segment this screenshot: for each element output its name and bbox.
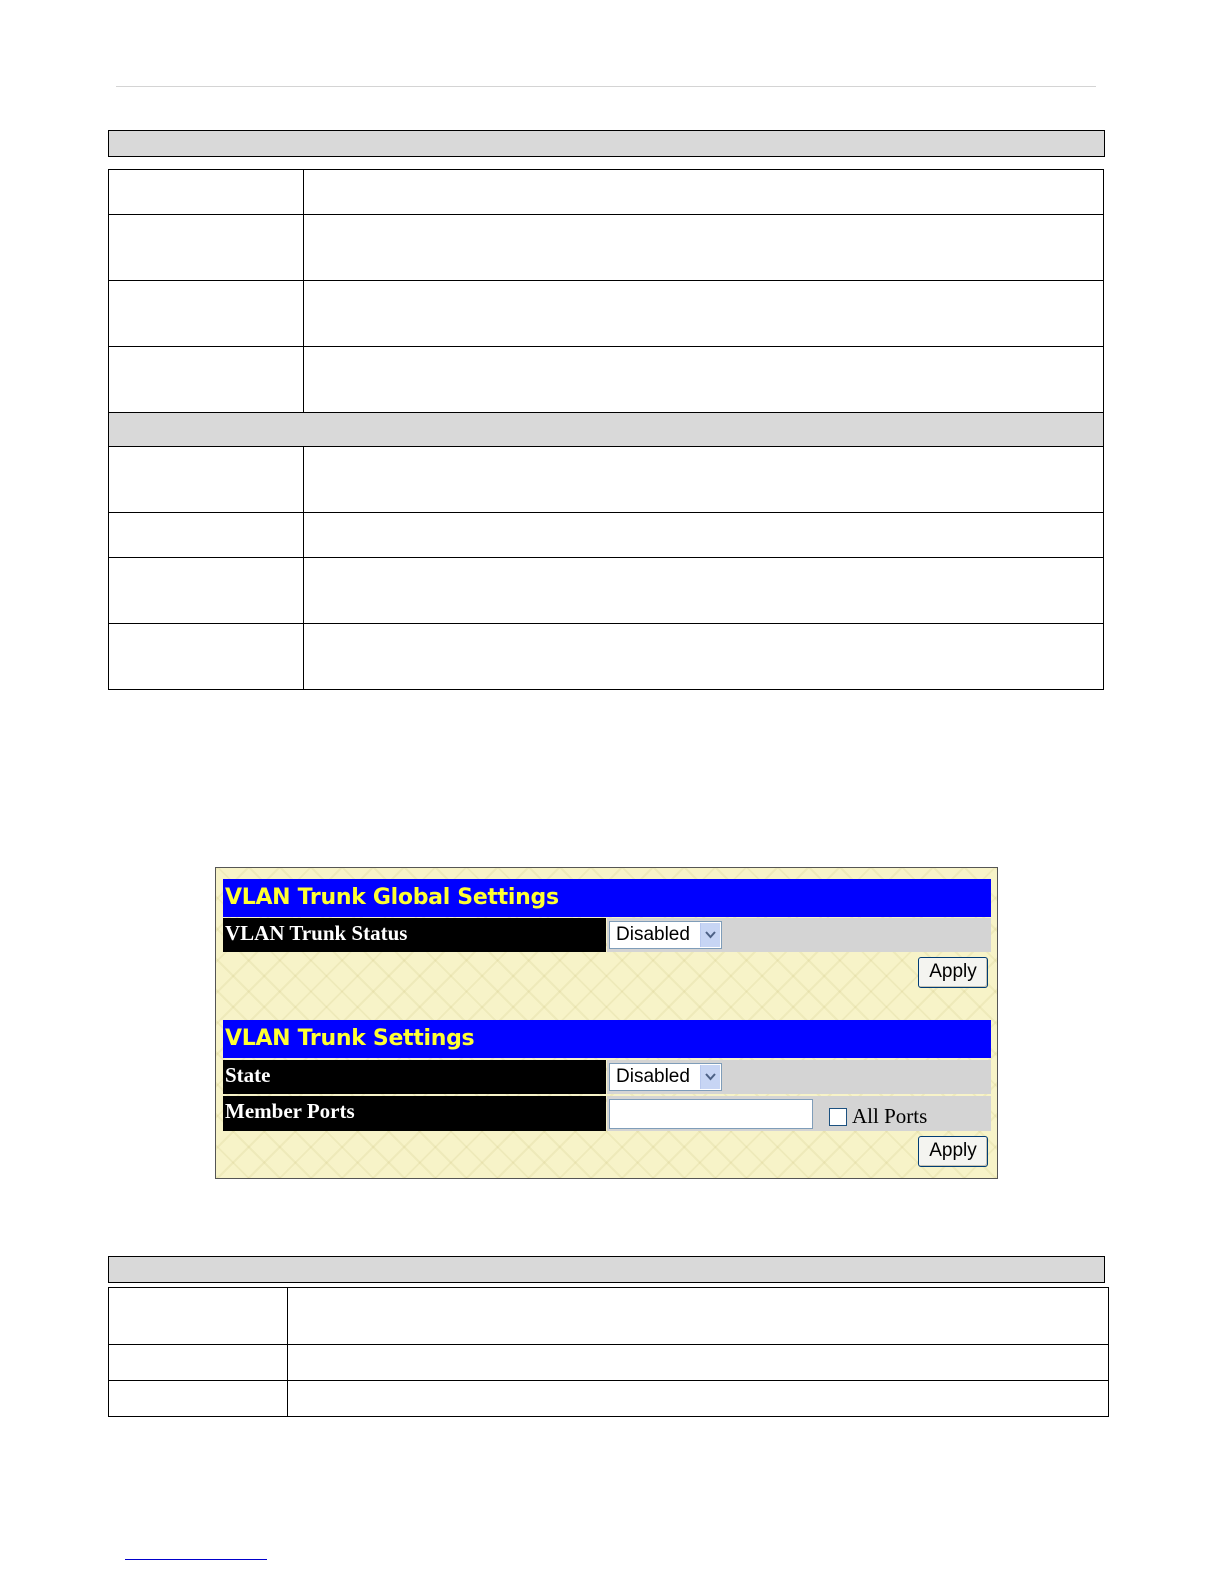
vlan-trunk-screenshot-panel [215, 867, 998, 1179]
page-header-rule [116, 86, 1096, 87]
trunk-apply-button[interactable]: Apply [918, 1136, 988, 1167]
all-ports-label: All Ports [852, 1104, 928, 1128]
member-ports-label: Member Ports [223, 1096, 606, 1131]
member-ports-cell [607, 1096, 991, 1131]
table-row [109, 1288, 1109, 1345]
table-row [109, 513, 1104, 558]
table-row [109, 281, 1104, 347]
global-apply-button[interactable]: Apply [918, 957, 988, 988]
table-header-bar [108, 130, 1105, 157]
vlan-trunk-status-value: Disabled [616, 924, 690, 945]
state-label: State [223, 1060, 606, 1094]
state-cell [607, 1060, 991, 1094]
state-select[interactable] [609, 1063, 722, 1091]
table-row [109, 447, 1104, 513]
table-row [109, 170, 1104, 215]
all-ports-checkbox[interactable] [829, 1108, 847, 1126]
state-value: Disabled [616, 1066, 690, 1087]
table-section-row [109, 413, 1104, 447]
trunk-settings-title: VLAN Trunk Settings [223, 1020, 991, 1058]
table-row [109, 347, 1104, 413]
vlan-trunk-status-label: VLAN Trunk Status [223, 918, 606, 952]
table-header-bar-bottom [108, 1256, 1105, 1283]
table-row [109, 558, 1104, 624]
table-row [109, 1381, 1109, 1417]
global-settings-title: VLAN Trunk Global Settings [223, 879, 991, 917]
table-row [109, 1345, 1109, 1381]
member-ports-input[interactable] [609, 1099, 813, 1129]
chevron-down-icon[interactable] [700, 1065, 720, 1089]
chevron-down-icon[interactable] [700, 923, 720, 947]
table-row [109, 624, 1104, 690]
parameter-table-top [108, 169, 1104, 690]
parameter-table-bottom [108, 1287, 1109, 1417]
table-row [109, 215, 1104, 281]
vlan-trunk-status-cell [607, 918, 991, 952]
vlan-trunk-status-select[interactable] [609, 921, 722, 949]
footer-link-underline[interactable] [125, 1559, 267, 1560]
